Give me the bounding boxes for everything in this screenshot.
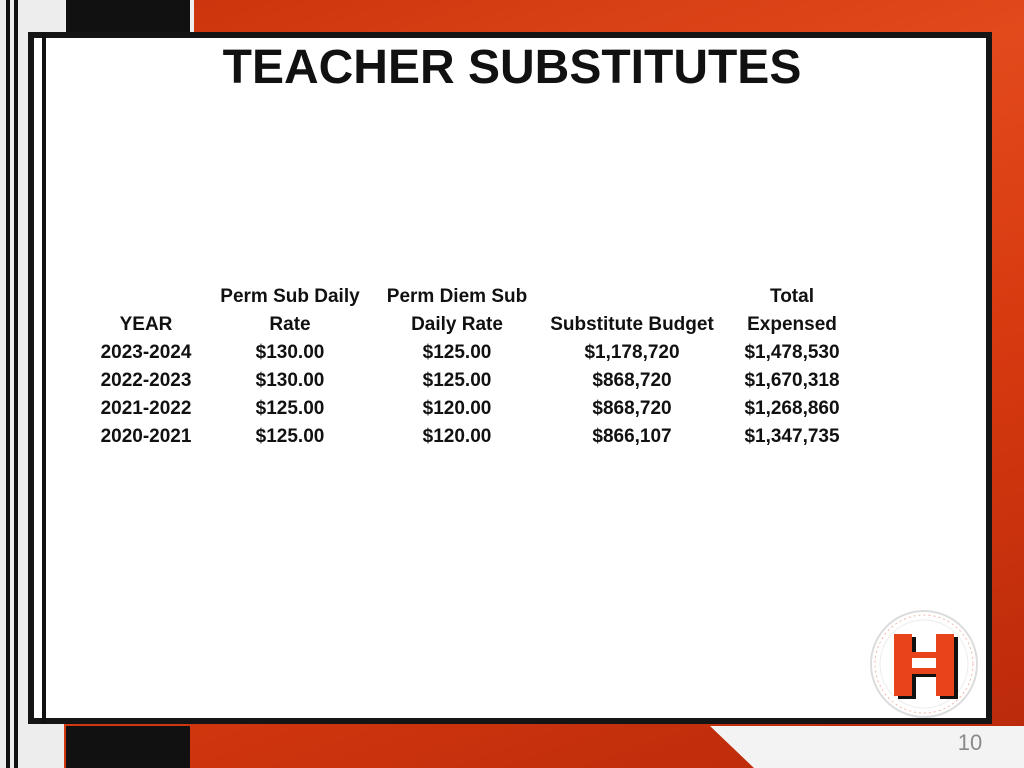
- header-cell: [80, 283, 212, 311]
- table-cell: 2020-2021: [100, 426, 192, 447]
- table-header-row-1: [80, 283, 866, 311]
- header-cell: Rate: [269, 314, 311, 335]
- page-title: TEACHER SUBSTITUTES: [222, 41, 802, 94]
- table-cell: $125.00: [255, 398, 325, 419]
- table-cell: $130.00: [255, 370, 325, 391]
- background-stripe: [66, 0, 190, 34]
- table-row: [80, 367, 866, 395]
- table-row: [80, 339, 866, 367]
- table-cell: $868,720: [592, 370, 672, 391]
- header-cell: Total: [770, 286, 814, 307]
- substitutes-table: [80, 283, 866, 451]
- table-cell: $1,347,735: [744, 426, 840, 447]
- table-cell: $868,720: [592, 398, 672, 419]
- table-cell: $866,107: [592, 426, 672, 447]
- background-stripe: [66, 726, 190, 768]
- page-number: 10: [957, 730, 983, 755]
- table-cell: 2021-2022: [100, 398, 192, 419]
- header-cell: Perm Sub Daily: [220, 286, 360, 307]
- table-cell: $1,268,860: [744, 398, 840, 419]
- table-cell: $125.00: [255, 426, 325, 447]
- table-cell: $130.00: [255, 342, 325, 363]
- table-cell: $120.00: [422, 398, 492, 419]
- header-cell: Perm Diem Sub: [386, 286, 528, 307]
- table-cell: $125.00: [422, 370, 492, 391]
- background-stripe: [14, 0, 18, 768]
- table-row: [80, 395, 866, 423]
- header-cell: [546, 283, 718, 311]
- header-cell: Substitute Budget: [550, 314, 714, 335]
- background-stripe: [6, 0, 10, 768]
- table-header-row-2: [80, 311, 866, 339]
- table-cell: $125.00: [422, 342, 492, 363]
- table-cell: $1,178,720: [584, 342, 680, 363]
- header-cell: YEAR: [119, 314, 173, 335]
- table-cell: 2022-2023: [100, 370, 192, 391]
- table-row: [80, 423, 866, 451]
- table-cell: $120.00: [422, 426, 492, 447]
- school-h-logo-icon: [868, 608, 980, 720]
- header-cell: Expensed: [747, 314, 837, 335]
- header-cell: Daily Rate: [411, 314, 503, 335]
- frame-left-inner-line: [42, 32, 46, 724]
- table-cell: $1,478,530: [744, 342, 840, 363]
- table-cell: $1,670,318: [744, 370, 840, 391]
- table-cell: 2023-2024: [100, 342, 192, 363]
